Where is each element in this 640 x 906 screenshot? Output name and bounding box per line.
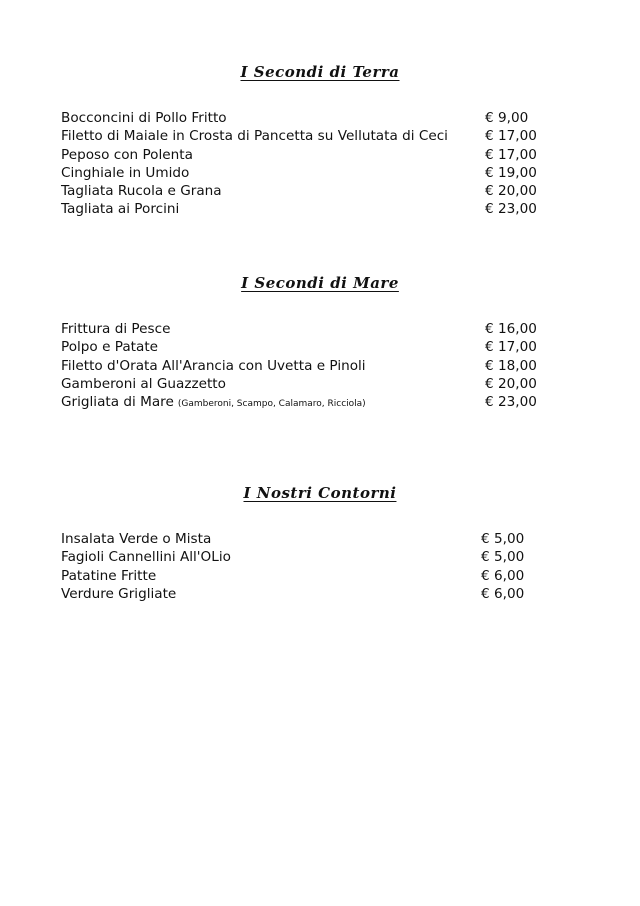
menu-item: [0, 585, 640, 603]
menu-item-name: Fagioli Cannellini All'OLio: [61, 549, 231, 566]
menu-item-price: € 20,00: [485, 375, 537, 392]
menu-item-name: Bocconcini di Pollo Fritto: [61, 110, 227, 126]
menu-item-price: € 23,00: [485, 201, 537, 218]
menu-item-name-text: Grigliata di Mare: [61, 394, 174, 411]
menu-item-price: € 5,00: [481, 531, 525, 547]
menu-item-price: € 17,00: [485, 339, 537, 356]
menu-item-name: Insalata Verde o Mista: [61, 531, 212, 547]
menu-item: [0, 357, 640, 375]
menu-item-name: Tagliata ai Porcini: [61, 201, 180, 218]
menu-item: [0, 200, 640, 218]
menu-item: [0, 338, 640, 356]
menu-item: [0, 127, 640, 145]
menu-item-price: € 23,00: [485, 394, 537, 411]
menu-item: [0, 375, 640, 393]
menu-item-name: Polpo e Patate: [61, 339, 159, 356]
menu-item-price: € 5,00: [481, 549, 525, 566]
menu-item-price: € 17,00: [485, 146, 537, 163]
menu-list-secondi-mare: [0, 320, 640, 411]
menu-item-price: € 9,00: [485, 110, 529, 126]
menu-item-name: Gamberoni al Guazzetto: [61, 375, 226, 392]
menu-list-contorni: [0, 530, 640, 603]
menu-item-name: Tagliata Rucola e Grana: [61, 183, 222, 200]
menu-item-name: Filetto di Maiale in Crosta di Pancetta su Vellutata di Ceci: [61, 128, 448, 145]
menu-item-name: Frittura di Pesce: [61, 321, 171, 337]
section-title-secondi-mare: I Secondi di Mare: [241, 274, 399, 292]
menu-item: [0, 567, 640, 585]
menu-item-price: € 18,00: [485, 357, 537, 374]
menu-item-price: € 19,00: [485, 164, 537, 181]
menu-item: [0, 393, 640, 411]
section-title-secondi-terra: I Secondi di Terra: [240, 63, 400, 81]
section-title-contorni: I Nostri Contorni: [243, 484, 397, 502]
menu-list-secondi-terra: [0, 109, 640, 219]
menu-item-name: Peposo con Polenta: [61, 146, 193, 163]
menu-item: [0, 182, 640, 200]
menu-item-name: Patatine Fritte: [61, 567, 157, 584]
menu-item: [0, 548, 640, 566]
menu-item-name: Cinghiale in Umido: [61, 164, 190, 181]
menu-item-price: € 16,00: [485, 321, 537, 337]
menu-item-name: Verdure Grigliate: [61, 585, 177, 602]
menu-item: [0, 530, 640, 548]
menu-item: [0, 164, 640, 182]
menu-item: [0, 146, 640, 164]
menu-item-price: € 6,00: [481, 567, 525, 584]
menu-item-price: € 20,00: [485, 183, 537, 200]
menu-item-price: € 6,00: [481, 585, 525, 602]
menu-item: [0, 320, 640, 338]
menu-item: [0, 109, 640, 127]
menu-item-name: [61, 393, 366, 413]
menu-item-name: Filetto d'Orata All'Arancia con Uvetta e Pinoli: [61, 357, 366, 374]
menu-item-price: € 17,00: [485, 128, 537, 145]
menu-item-note: (Gamberoni, Scampo, Calamaro, Ricciola): [177, 399, 366, 410]
